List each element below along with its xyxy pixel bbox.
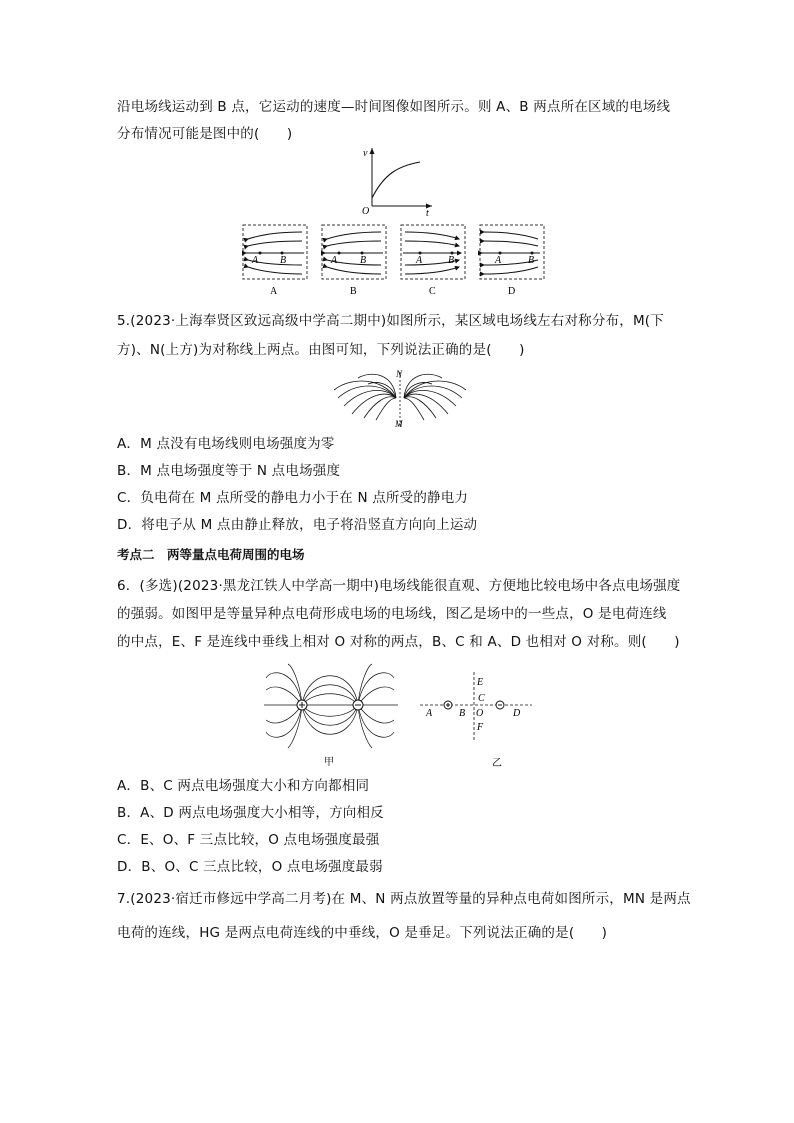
option-d-label: D <box>508 286 516 297</box>
q6-choice-d: D．B、O、C 三点比较，O 点电场强度最弱 <box>117 859 383 875</box>
symmetric-field-figure <box>332 368 468 428</box>
q6-text-line1: 6．(多选)(2023·黑龙江铁人中学高一期中)电场线能很直观、方便地比较电场中各点电场强度 <box>117 578 681 594</box>
option-d-diagram <box>480 225 544 297</box>
graph-origin-label: O <box>362 206 370 217</box>
graph-v-label: v <box>363 148 368 159</box>
svg-text:D: D <box>513 708 521 719</box>
svg-text:A: A <box>426 708 433 719</box>
svg-text:B: B <box>280 255 287 266</box>
option-a-diagram <box>243 225 307 297</box>
q6-text-line3: 的中点，E、F 是连线中垂线上相对 O 对称的两点，B、C 和 A、D 也相对 O 对称。则( ) <box>117 634 680 650</box>
svg-text:A: A <box>495 255 502 266</box>
svg-text:O: O <box>476 708 484 719</box>
figure-yi-label: 乙 <box>492 758 502 769</box>
q6-choice-b: B．A、D 两点电场强度大小相等，方向相反 <box>117 805 384 821</box>
dipole-field-figure-jia <box>262 662 402 770</box>
q6-text-line2: 的强弱。如图甲是等量异种点电荷形成电场的电场线，图乙是场中的一些点，O 是电荷连线 <box>117 606 667 622</box>
figure-jia-label: 甲 <box>324 757 334 768</box>
svg-text:B: B <box>528 255 535 266</box>
q5-text-line2: 方)、N(上方)为对称线上两点。由图可知，下列说法正确的是( ) <box>117 342 525 358</box>
graph-t-label: t <box>426 208 429 218</box>
q4-text-line1: 沿电场线运动到 B 点，它运动的速度—时间图像如图所示。则 A、B 两点所在区域的电场线 <box>117 99 671 115</box>
q6-choice-c: C．E、O、F 三点比较，O 点电场强度最强 <box>117 832 380 848</box>
svg-text:F: F <box>477 722 484 733</box>
option-b-label: B <box>350 286 357 297</box>
q5-text-line1: 5.(2023·上海奉贤区致远高级中学高二期中)如图所示，某区域电场线左右对称分布，M(下 <box>117 313 664 329</box>
section-heading-2: 考点二 两等量点电荷周围的电场 <box>117 547 305 562</box>
q5-choice-b: B．M 点电场强度等于 N 点电场强度 <box>117 463 341 479</box>
svg-text:B: B <box>448 255 455 266</box>
point-n-label: N <box>396 369 403 379</box>
q7-text-line2: 电荷的连线，HG 是两点电荷连线的中垂线，O 是垂足。下列说法正确的是( ) <box>117 925 608 941</box>
field-line-options <box>238 222 548 300</box>
svg-text:A: A <box>416 255 423 266</box>
svg-text:A: A <box>331 255 338 266</box>
q5-choice-d: D．将电子从 M 点由静止释放，电子将沿竖直方向向上运动 <box>117 517 478 533</box>
option-a-label: A <box>270 286 278 297</box>
svg-text:E: E <box>477 677 484 688</box>
option-b-diagram <box>322 225 386 297</box>
q5-choice-c: C．负电荷在 M 点所受的静电力小于在 N 点所受的静电力 <box>117 490 469 506</box>
svg-text:C: C <box>478 693 485 704</box>
q7-text-line1: 7.(2023·宿迁市修远中学高二月考)在 M、N 两点放置等量的异种点电荷如图所示，MN 是两点 <box>117 891 691 907</box>
svg-text:B: B <box>360 255 367 266</box>
q4-text-line2: 分布情况可能是图中的( ) <box>117 126 293 142</box>
q6-choice-a: A．B、C 两点电场强度大小和方向都相同 <box>117 778 370 794</box>
option-c-label: C <box>429 286 436 297</box>
svg-text:B: B <box>459 708 466 719</box>
velocity-time-graph <box>358 144 438 218</box>
point-m-label: M <box>395 419 403 428</box>
q5-choice-a: A．M 点没有电场线则电场强度为零 <box>117 436 335 452</box>
option-c-diagram <box>401 225 465 297</box>
point-layout-figure-yi <box>416 668 536 772</box>
svg-text:A: A <box>252 255 259 266</box>
